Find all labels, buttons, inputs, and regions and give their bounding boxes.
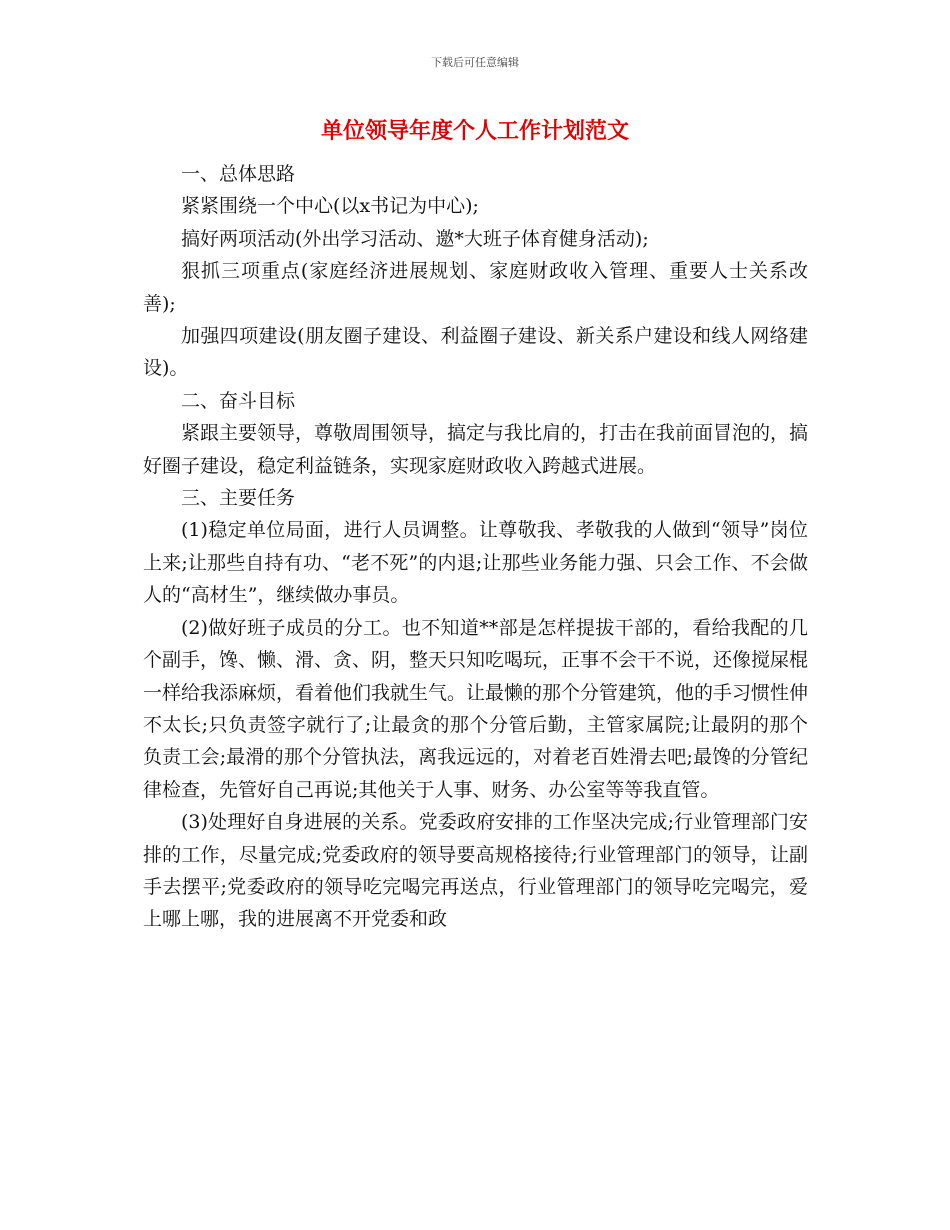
paragraph: 紧紧围绕一个中心(以x书记为中心); <box>181 195 479 218</box>
document-body <box>143 158 808 936</box>
section-heading: 三、主要任务 <box>181 487 296 510</box>
paragraph: 加强四项建设(朋友圈子建设、利益圈子建设、新关系户建设和线人网络建设)。 <box>143 325 808 380</box>
paragraph: 紧跟主要领导，尊敬周围领导，搞定与我比肩的，打击在我前面冒泡的，搞好圈子建设，稳定利益链条，实现家庭财政收入跨越式进展。 <box>143 422 809 477</box>
paragraph: (3)处理好自身进展的关系。党委政府安排的工作坚决完成;行业管理部门安排的工作，尽量完成;党委政府的领导要高规格接待;行业管理部门的领导，让副手去摆平;党委政府的领导吃完喝完再送点，行业管理部门的领导吃完喝完，爱上哪上哪，我的进展离不开党委和政 <box>143 811 808 931</box>
paragraph: 搞好两项活动(外出学习活动、邀*大班子体育健身活动); <box>181 227 649 250</box>
paragraph: (2)做好班子成员的分工。也不知道**部是怎样提拔干部的，看给我配的几个副手，馋、懒、滑、贪、阴，整天只知吃喝玩，正事不会干不说，还像搅屎棍一样给我添麻烦，看着他们我就生气。让最懒的那个分管建筑，他的手习惯性伸不太长;只负责签字就行了;让最贪的那个分管后勤，主管家属院;让最阴的那个负责工会;最滑的那个分管执法，离我远远的，对着老百姓滑去吧;最馋的分管纪律检查，先管好自己再说;其他关于人事、财务、办公室等等我直管。 <box>143 616 809 801</box>
section-heading: 一、总体思路 <box>181 163 296 185</box>
page-header: 下载后可任意编辑 <box>431 56 519 69</box>
section-heading: 二、奋斗目标 <box>181 389 296 412</box>
paragraph: (1)稳定单位局面，进行人员调整。让尊敬我、孝敬我的人做到“领导”岗位上来;让那些自持有功、“老不死”的内退;让那些业务能力强、只会工作、不会做人的“高材生”，继续做办事员。 <box>143 519 808 607</box>
paragraph: 狠抓三项重点(家庭经济进展规划、家庭财政收入管理、重要人士关系改善); <box>143 260 808 315</box>
document-title: 单位领导年度个人工作计划范文 <box>320 119 629 144</box>
